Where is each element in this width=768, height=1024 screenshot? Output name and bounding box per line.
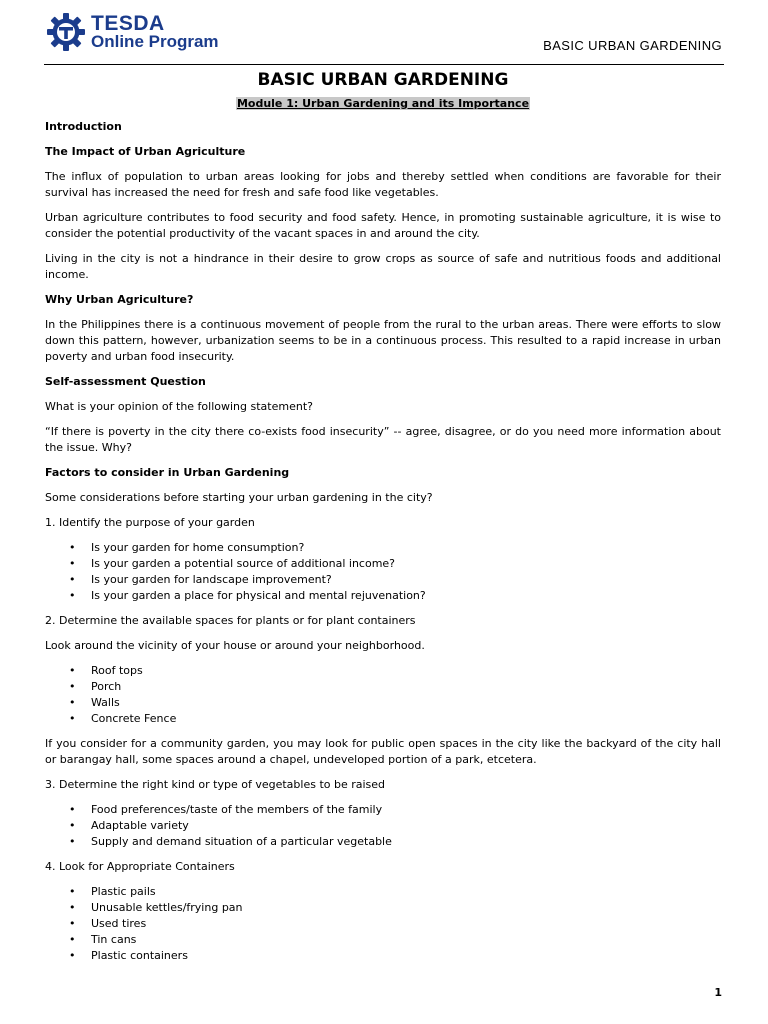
list-item: • Concrete Fence [91, 711, 721, 727]
list-item: • Walls [91, 695, 721, 711]
why-heading: Why Urban Agriculture? [45, 293, 194, 306]
impact-paragraph-2: Urban agriculture contributes to food security and food safety. Hence, in promoting sustainable agriculture, it is wise to consider the potential productivity of the vacant spaces in and around the city. [45, 211, 721, 240]
impact-paragraph-1: The influx of population to urban areas looking for jobs and thereby settled when conditions are favorable for their survival has increased the need for fresh and safe food like vegetables. [45, 170, 721, 199]
step-3-list [45, 802, 721, 850]
step-3-heading: 3. Determine the right kind or type of vegetables to be raised [45, 778, 386, 791]
logo-text-online-program: Online Program [91, 32, 219, 51]
impact-heading: The Impact of Urban Agriculture [45, 145, 246, 158]
step-1-heading: 1. Identify the purpose of your garden [45, 516, 255, 529]
self-assessment-heading: Self-assessment Question [45, 375, 206, 388]
list-item: • Plastic pails [91, 884, 721, 900]
step-2-note: If you consider for a community garden, you may look for public open spaces in the city like the backyard of the city hall or barangay hall, some spaces around a chapel, undeveloped portion of a park, etcetera. [45, 737, 721, 766]
running-header-title: BASIC URBAN GARDENING [543, 38, 722, 53]
list-item: • Supply and demand situation of a particular vegetable [91, 834, 721, 850]
step-2-intro: Look around the vicinity of your house or around your neighborhood. [45, 639, 425, 652]
page-header [0, 0, 768, 66]
logo-text-tesda: TESDA [91, 12, 165, 35]
list-item: • Adaptable variety [91, 818, 721, 834]
self-assessment-question: What is your opinion of the following statement? [45, 400, 313, 413]
introduction-heading: Introduction [45, 120, 122, 133]
step-2-heading: 2. Determine the available spaces for plants or for plant containers [45, 614, 416, 627]
header-divider [44, 64, 724, 65]
tesda-logo [46, 12, 236, 52]
module-heading-wrap [45, 96, 721, 112]
factors-heading: Factors to consider in Urban Gardening [45, 466, 290, 479]
factors-intro: Some considerations before starting your urban gardening in the city? [45, 491, 433, 504]
self-assessment-statement: “If there is poverty in the city there co-exists food insecurity” -- agree, disagree, or do you need more information about the issue. Why? [45, 425, 721, 454]
list-item: • Used tires [91, 916, 721, 932]
step-2-list [45, 663, 721, 727]
impact-paragraph-3: Living in the city is not a hindrance in their desire to grow crops as source of safe and nutritious foods and additional income. [45, 252, 721, 281]
list-item: • Tin cans [91, 932, 721, 948]
document-body [45, 68, 721, 973]
tesda-gear-logo-icon [46, 12, 86, 52]
why-paragraph: In the Philippines there is a continuous movement of people from the rural to the urban areas. There were efforts to slow down this pattern, however, urbanization seems to be in a continuous process. This resulted to a rapid increase in urban poverty and urban food insecurity. [45, 318, 721, 363]
list-item: • Porch [91, 679, 721, 695]
step-1-list [45, 540, 721, 604]
list-item: • Plastic containers [91, 948, 721, 964]
list-item: • Is your garden for landscape improvement? [91, 572, 721, 588]
list-item: • Unusable kettles/frying pan [91, 900, 721, 916]
list-item: • Roof tops [91, 663, 721, 679]
list-item: • Is your garden a place for physical and mental rejuvenation? [91, 588, 721, 604]
step-4-list [45, 884, 721, 964]
list-item: • Is your garden for home consumption? [91, 540, 721, 556]
step-4-heading: 4. Look for Appropriate Containers [45, 860, 235, 873]
list-item: • Food preferences/taste of the members of the family [91, 802, 721, 818]
document-title: BASIC URBAN GARDENING [257, 70, 509, 90]
list-item: • Is your garden a potential source of additional income? [91, 556, 721, 572]
page-number: 1 [714, 986, 722, 999]
module-heading: Module 1: Urban Gardening and its Importance [236, 97, 530, 110]
